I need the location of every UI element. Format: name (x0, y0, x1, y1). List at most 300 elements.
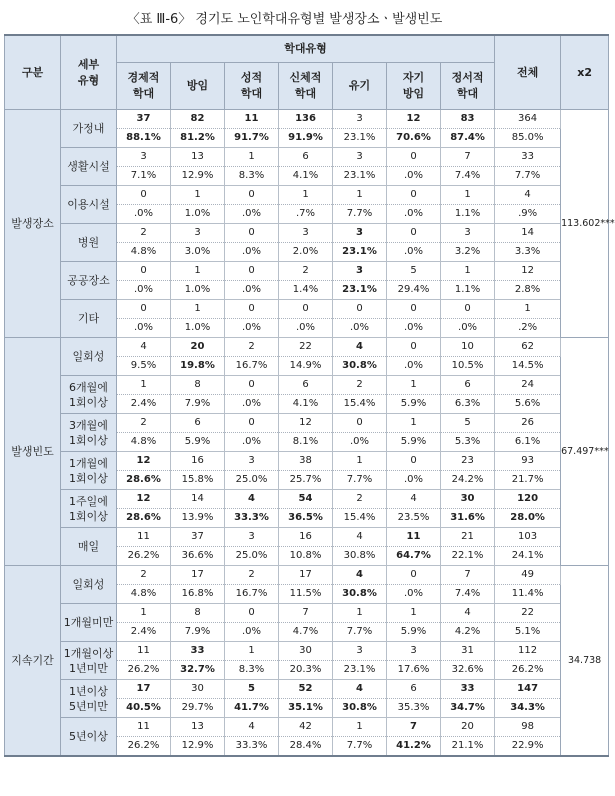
count-cell: 6 (279, 376, 333, 395)
percent-cell: 2.4% (117, 395, 171, 414)
percent-cell: 81.2% (171, 129, 225, 148)
percent-cell: 2.4% (117, 623, 171, 642)
count-cell: 33 (171, 642, 225, 661)
row-label: 6개월에 1회이상 (61, 376, 117, 414)
table-caption: 〈표 Ⅲ-6〉 경기도 노인학대유형별 발생장소ㆍ발생빈도 (126, 12, 443, 27)
percent-cell: 35.3% (387, 699, 441, 718)
percent-cell: 33.3% (225, 737, 279, 757)
row-label: 5년이상 (61, 718, 117, 757)
row-label: 생활시설 (61, 148, 117, 186)
percent-cell: 41.2% (387, 737, 441, 757)
count-cell: 0 (117, 262, 171, 281)
chi-square-value: 67.497*** (561, 338, 609, 566)
percent-cell: 25.0% (225, 547, 279, 566)
percent-cell: .0% (333, 319, 387, 338)
count-cell: 4 (117, 338, 171, 357)
percent-cell: 91.9% (279, 129, 333, 148)
count-cell: 7 (441, 148, 495, 167)
count-cell: 14 (171, 490, 225, 509)
percent-cell: 4.8% (117, 585, 171, 604)
percent-cell: .0% (225, 319, 279, 338)
percent-cell: 11.4% (495, 585, 561, 604)
percent-cell: 23.1% (333, 661, 387, 680)
percent-cell: .0% (225, 433, 279, 452)
count-cell: 7 (441, 566, 495, 585)
count-cell: 30 (441, 490, 495, 509)
count-cell: 0 (387, 452, 441, 471)
count-cell: 11 (117, 528, 171, 547)
count-cell: 4 (333, 566, 387, 585)
count-cell: 3 (441, 224, 495, 243)
percent-cell: 8.3% (225, 661, 279, 680)
count-cell: 5 (225, 680, 279, 699)
percent-cell: 4.2% (441, 623, 495, 642)
count-cell: 3 (225, 452, 279, 471)
count-cell: 0 (117, 186, 171, 205)
count-cell: 20 (441, 718, 495, 737)
percent-cell: 11.5% (279, 585, 333, 604)
percent-cell: .0% (387, 167, 441, 186)
count-cell: 24 (495, 376, 561, 395)
abuse-type-table (4, 34, 615, 757)
count-cell: 54 (279, 490, 333, 509)
percent-cell: 4.1% (279, 395, 333, 414)
percent-cell: 4.8% (117, 433, 171, 452)
percent-cell: 32.6% (441, 661, 495, 680)
count-cell: 5 (441, 414, 495, 433)
percent-cell: 70.6% (387, 129, 441, 148)
count-cell: 103 (495, 528, 561, 547)
percent-cell: 64.7% (387, 547, 441, 566)
percent-cell: 41.7% (225, 699, 279, 718)
count-cell: 1 (333, 604, 387, 623)
count-cell: 4 (333, 680, 387, 699)
count-cell: 1 (117, 604, 171, 623)
percent-cell: 3.0% (171, 243, 225, 262)
percent-cell: .9% (495, 205, 561, 224)
count-cell: 1 (171, 186, 225, 205)
count-cell: 0 (387, 186, 441, 205)
chi-square-value: 34.738 (561, 566, 609, 757)
percent-cell: 15.4% (333, 509, 387, 528)
percent-cell: 26.2% (117, 737, 171, 757)
count-cell: 0 (225, 376, 279, 395)
percent-cell: 7.7% (333, 205, 387, 224)
count-cell: 3 (117, 148, 171, 167)
percent-cell: 23.1% (333, 243, 387, 262)
count-cell: 22 (279, 338, 333, 357)
row-label: 가정내 (61, 110, 117, 148)
row-label: 병원 (61, 224, 117, 262)
percent-cell: 26.2% (495, 661, 561, 680)
count-cell: 4 (333, 528, 387, 547)
percent-cell: 22.9% (495, 737, 561, 757)
header-type-5: 자기 방임 (387, 63, 441, 110)
count-cell: 11 (117, 718, 171, 737)
count-cell: 17 (171, 566, 225, 585)
count-cell: 13 (171, 148, 225, 167)
count-cell: 12 (117, 490, 171, 509)
row-label: 이용시설 (61, 186, 117, 224)
count-cell: 13 (171, 718, 225, 737)
header-total: 전체 (495, 35, 561, 110)
header-type-3: 신체적 학대 (279, 63, 333, 110)
count-cell: 1 (225, 642, 279, 661)
count-cell: 2 (117, 224, 171, 243)
count-cell: 1 (441, 262, 495, 281)
count-cell: 0 (225, 262, 279, 281)
percent-cell: .0% (387, 471, 441, 490)
count-cell: 1 (333, 718, 387, 737)
percent-cell: .0% (117, 281, 171, 300)
percent-cell: 7.7% (333, 471, 387, 490)
percent-cell: 14.5% (495, 357, 561, 376)
count-cell: 14 (495, 224, 561, 243)
percent-cell: 36.6% (171, 547, 225, 566)
percent-cell: 36.5% (279, 509, 333, 528)
row-label: 1개월에 1회이상 (61, 452, 117, 490)
header-type-2: 성적 학대 (225, 63, 279, 110)
count-cell: 16 (279, 528, 333, 547)
percent-cell: 12.9% (171, 167, 225, 186)
percent-cell: 30.8% (333, 699, 387, 718)
percent-cell: 10.8% (279, 547, 333, 566)
count-cell: 1 (333, 186, 387, 205)
percent-cell: 12.9% (171, 737, 225, 757)
percent-cell: 20.3% (279, 661, 333, 680)
percent-cell: 91.7% (225, 129, 279, 148)
header-group: 학대유형 (117, 35, 495, 63)
count-cell: 0 (279, 300, 333, 319)
percent-cell: 19.8% (171, 357, 225, 376)
count-cell: 12 (495, 262, 561, 281)
count-cell: 3 (333, 642, 387, 661)
percent-cell: 9.5% (117, 357, 171, 376)
header-x2: x2 (561, 35, 609, 110)
percent-cell: 30.8% (333, 547, 387, 566)
percent-cell: .0% (225, 243, 279, 262)
count-cell: 3 (333, 224, 387, 243)
percent-cell: .0% (117, 319, 171, 338)
count-cell: 33 (495, 148, 561, 167)
percent-cell: 4.1% (279, 167, 333, 186)
count-cell: 3 (333, 262, 387, 281)
count-cell: 0 (225, 604, 279, 623)
count-cell: 11 (387, 528, 441, 547)
percent-cell: 85.0% (495, 129, 561, 148)
count-cell: 6 (441, 376, 495, 395)
percent-cell: 24.2% (441, 471, 495, 490)
percent-cell: .0% (225, 281, 279, 300)
percent-cell: 31.6% (441, 509, 495, 528)
percent-cell: 87.4% (441, 129, 495, 148)
percent-cell: .0% (225, 623, 279, 642)
percent-cell: 17.6% (387, 661, 441, 680)
count-cell: 6 (171, 414, 225, 433)
percent-cell: .7% (279, 205, 333, 224)
row-label: 3개월에 1회이상 (61, 414, 117, 452)
percent-cell: .0% (117, 205, 171, 224)
percent-cell: 1.4% (279, 281, 333, 300)
count-cell: 8 (171, 604, 225, 623)
count-cell: 26 (495, 414, 561, 433)
count-cell: 5 (387, 262, 441, 281)
count-cell: 52 (279, 680, 333, 699)
count-cell: 10 (441, 338, 495, 357)
count-cell: 1 (117, 376, 171, 395)
count-cell: 23 (441, 452, 495, 471)
count-cell: 2 (117, 414, 171, 433)
percent-cell: 10.5% (441, 357, 495, 376)
percent-cell: 15.8% (171, 471, 225, 490)
percent-cell: 88.1% (117, 129, 171, 148)
percent-cell: 28.6% (117, 509, 171, 528)
count-cell: 37 (171, 528, 225, 547)
count-cell: 4 (387, 490, 441, 509)
percent-cell: 34.7% (441, 699, 495, 718)
count-cell: 4 (225, 490, 279, 509)
count-cell: 17 (117, 680, 171, 699)
percent-cell: 8.3% (225, 167, 279, 186)
row-label: 1년이상 5년미만 (61, 680, 117, 718)
count-cell: 1 (171, 300, 225, 319)
count-cell: 3 (279, 224, 333, 243)
count-cell: 7 (279, 604, 333, 623)
percent-cell: 7.4% (441, 585, 495, 604)
count-cell: 83 (441, 110, 495, 129)
percent-cell: 5.9% (387, 623, 441, 642)
percent-cell: 5.6% (495, 395, 561, 414)
percent-cell: 4.7% (279, 623, 333, 642)
percent-cell: 30.8% (333, 357, 387, 376)
count-cell: 11 (117, 642, 171, 661)
count-cell: 0 (225, 224, 279, 243)
percent-cell: 23.1% (333, 129, 387, 148)
percent-cell: .2% (495, 319, 561, 338)
count-cell: 1 (387, 604, 441, 623)
percent-cell: 15.4% (333, 395, 387, 414)
percent-cell: .0% (441, 319, 495, 338)
percent-cell: 28.6% (117, 471, 171, 490)
percent-cell: 14.9% (279, 357, 333, 376)
count-cell: 3 (225, 528, 279, 547)
count-cell: 20 (171, 338, 225, 357)
group-label: 발생장소 (5, 110, 61, 338)
count-cell: 2 (333, 490, 387, 509)
count-cell: 3 (333, 148, 387, 167)
count-cell: 12 (387, 110, 441, 129)
count-cell: 0 (225, 300, 279, 319)
group-label: 발생빈도 (5, 338, 61, 566)
percent-cell: 30.8% (333, 585, 387, 604)
percent-cell: .0% (387, 205, 441, 224)
percent-cell: .0% (387, 357, 441, 376)
percent-cell: .0% (387, 243, 441, 262)
count-cell: 98 (495, 718, 561, 737)
count-cell: 0 (333, 300, 387, 319)
percent-cell: 7.7% (333, 737, 387, 757)
percent-cell: 29.4% (387, 281, 441, 300)
percent-cell: 7.1% (117, 167, 171, 186)
percent-cell: 26.2% (117, 661, 171, 680)
header-category: 구분 (5, 35, 61, 110)
header-type-1: 방임 (171, 63, 225, 110)
count-cell: 2 (333, 376, 387, 395)
percent-cell: 3.2% (441, 243, 495, 262)
count-cell: 0 (387, 338, 441, 357)
count-cell: 0 (225, 414, 279, 433)
count-cell: 1 (333, 452, 387, 471)
percent-cell: 5.1% (495, 623, 561, 642)
count-cell: 120 (495, 490, 561, 509)
count-cell: 1 (387, 376, 441, 395)
count-cell: 4 (225, 718, 279, 737)
percent-cell: 7.7% (495, 167, 561, 186)
percent-cell: .0% (225, 395, 279, 414)
count-cell: 30 (171, 680, 225, 699)
percent-cell: 26.2% (117, 547, 171, 566)
row-label: 일회성 (61, 566, 117, 604)
count-cell: 0 (387, 566, 441, 585)
count-cell: 4 (333, 338, 387, 357)
percent-cell: 16.7% (225, 357, 279, 376)
header-type-6: 정서적 학대 (441, 63, 495, 110)
count-cell: 2 (225, 566, 279, 585)
count-cell: 4 (441, 604, 495, 623)
count-cell: 30 (279, 642, 333, 661)
percent-cell: .0% (387, 585, 441, 604)
percent-cell: 8.1% (279, 433, 333, 452)
count-cell: 3 (171, 224, 225, 243)
percent-cell: .0% (225, 205, 279, 224)
percent-cell: 5.9% (387, 395, 441, 414)
percent-cell: 5.9% (171, 433, 225, 452)
row-label: 1개월이상 1년미만 (61, 642, 117, 680)
count-cell: 82 (171, 110, 225, 129)
count-cell: 6 (279, 148, 333, 167)
count-cell: 3 (333, 110, 387, 129)
percent-cell: .0% (333, 433, 387, 452)
count-cell: 62 (495, 338, 561, 357)
percent-cell: 23.1% (333, 281, 387, 300)
percent-cell: 21.1% (441, 737, 495, 757)
count-cell: 1 (171, 262, 225, 281)
percent-cell: 2.0% (279, 243, 333, 262)
percent-cell: 13.9% (171, 509, 225, 528)
count-cell: 0 (225, 186, 279, 205)
percent-cell: 1.1% (441, 281, 495, 300)
count-cell: 31 (441, 642, 495, 661)
count-cell: 93 (495, 452, 561, 471)
count-cell: 37 (117, 110, 171, 129)
count-cell: 3 (387, 642, 441, 661)
percent-cell: 7.9% (171, 623, 225, 642)
percent-cell: 29.7% (171, 699, 225, 718)
count-cell: 4 (495, 186, 561, 205)
count-cell: 22 (495, 604, 561, 623)
percent-cell: 25.0% (225, 471, 279, 490)
header-detail: 세부 유형 (61, 35, 117, 110)
percent-cell: 4.8% (117, 243, 171, 262)
percent-cell: 5.3% (441, 433, 495, 452)
count-cell: 12 (279, 414, 333, 433)
percent-cell: 6.1% (495, 433, 561, 452)
percent-cell: 7.9% (171, 395, 225, 414)
percent-cell: 1.0% (171, 281, 225, 300)
count-cell: 2 (279, 262, 333, 281)
percent-cell: 5.9% (387, 433, 441, 452)
count-cell: 136 (279, 110, 333, 129)
percent-cell: 25.7% (279, 471, 333, 490)
count-cell: 8 (171, 376, 225, 395)
percent-cell: 16.7% (225, 585, 279, 604)
percent-cell: .0% (387, 319, 441, 338)
count-cell: 0 (441, 300, 495, 319)
count-cell: 0 (387, 224, 441, 243)
count-cell: 2 (225, 338, 279, 357)
percent-cell: .0% (279, 319, 333, 338)
row-label: 매일 (61, 528, 117, 566)
percent-cell: 6.3% (441, 395, 495, 414)
count-cell: 17 (279, 566, 333, 585)
percent-cell: 24.1% (495, 547, 561, 566)
percent-cell: 28.0% (495, 509, 561, 528)
count-cell: 33 (441, 680, 495, 699)
row-label: 1주일에 1회이상 (61, 490, 117, 528)
count-cell: 49 (495, 566, 561, 585)
count-cell: 1 (387, 414, 441, 433)
count-cell: 38 (279, 452, 333, 471)
percent-cell: 2.8% (495, 281, 561, 300)
header-type-0: 경제적 학대 (117, 63, 171, 110)
count-cell: 147 (495, 680, 561, 699)
percent-cell: 32.7% (171, 661, 225, 680)
count-cell: 0 (387, 300, 441, 319)
percent-cell: 1.0% (171, 319, 225, 338)
count-cell: 0 (333, 414, 387, 433)
percent-cell: 7.4% (441, 167, 495, 186)
count-cell: 1 (225, 148, 279, 167)
count-cell: 0 (387, 148, 441, 167)
percent-cell: 23.1% (333, 167, 387, 186)
count-cell: 42 (279, 718, 333, 737)
percent-cell: 16.8% (171, 585, 225, 604)
percent-cell: 3.3% (495, 243, 561, 262)
count-cell: 6 (387, 680, 441, 699)
row-label: 1개월미만 (61, 604, 117, 642)
percent-cell: 22.1% (441, 547, 495, 566)
percent-cell: 1.0% (171, 205, 225, 224)
percent-cell: 40.5% (117, 699, 171, 718)
count-cell: 21 (441, 528, 495, 547)
count-cell: 1 (279, 186, 333, 205)
header-type-4: 유기 (333, 63, 387, 110)
percent-cell: 33.3% (225, 509, 279, 528)
row-label: 공공장소 (61, 262, 117, 300)
chi-square-value: 113.602*** (561, 110, 609, 338)
row-label: 기타 (61, 300, 117, 338)
percent-cell: 21.7% (495, 471, 561, 490)
count-cell: 16 (171, 452, 225, 471)
percent-cell: 7.7% (333, 623, 387, 642)
row-label: 일회성 (61, 338, 117, 376)
percent-cell: 35.1% (279, 699, 333, 718)
percent-cell: 23.5% (387, 509, 441, 528)
count-cell: 7 (387, 718, 441, 737)
count-cell: 112 (495, 642, 561, 661)
count-cell: 1 (441, 186, 495, 205)
count-cell: 11 (225, 110, 279, 129)
